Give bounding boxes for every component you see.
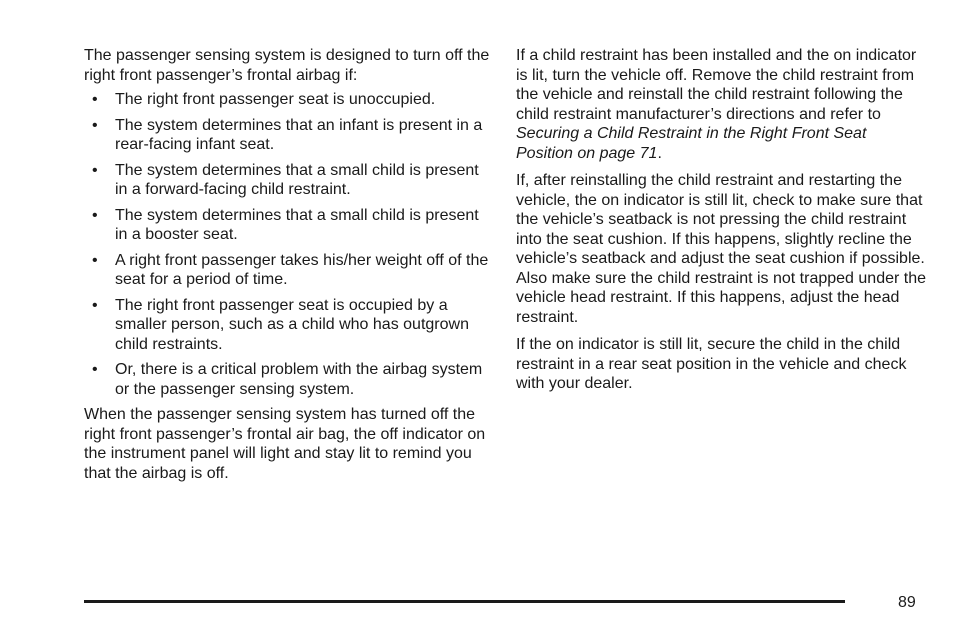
right-column [516, 46, 926, 402]
restraint-paragraph-text: If a child restraint has been installed and the on indicator is lit, turn the vehicle off. Remove the child restraint from the vehicle and reinstall the child restraint following the child restraint manufacturer’s directions and refer to [516, 47, 917, 123]
bullet-icon: • [92, 206, 98, 224]
intro-paragraph: The passenger sensing system is designed to turn off the right front passenger’s frontal airbag if: [84, 47, 490, 84]
bullet-icon: • [92, 251, 98, 269]
list-item-text: The system determines that a small child is present in a booster seat. [115, 206, 479, 243]
list-item [84, 206, 494, 245]
list-item [84, 251, 494, 290]
reinstall-paragraph: If, after reinstalling the child restraint and restarting the vehicle, the on indicator is still lit, check to make sure that the vehicle’s seatback is not pressing the child restraint into the seat cushion. If this happens, slightly recline the vehicle’s seatback and adjust the seat cushion if possible. Also make sure the child restraint is not trapped under the vehicle head restraint. If this happens, adjust the head restraint. [516, 172, 926, 326]
bullet-icon: • [92, 296, 98, 314]
list-item-text: The system determines that an infant is present in a rear-facing infant seat. [115, 116, 483, 153]
list-item [84, 296, 494, 355]
list-item-text: Or, there is a critical problem with the airbag system or the passenger sensing system. [115, 361, 483, 398]
cross-reference-link[interactable]: Securing a Child Restraint in the Right Front Seat Position on page 71 [516, 125, 867, 162]
list-item-text: The system determines that a small child is present in a forward-facing child restraint. [115, 161, 479, 198]
bullet-icon: • [92, 116, 98, 134]
restraint-paragraph-end: . [657, 144, 662, 162]
left-column [84, 46, 494, 483]
list-item-text: The right front passenger seat is unoccupied. [115, 91, 436, 108]
bullet-icon: • [92, 161, 98, 179]
list-item [84, 90, 494, 110]
page-number: 89 [898, 594, 916, 611]
bullet-icon: • [92, 361, 98, 378]
footer-divider [84, 600, 845, 603]
bullet-list [84, 90, 494, 399]
bullet-icon: • [92, 91, 98, 108]
closing-paragraph: When the passenger sensing system has turned off the right front passenger’s frontal air bag, the off indicator on the instrument panel will light and stay lit to remind you that the airbag is off. [84, 406, 486, 482]
list-item-text: A right front passenger takes his/her weight off of the seat for a period of time. [115, 251, 489, 288]
list-item [84, 116, 494, 155]
list-item-text: The right front passenger seat is occupied by a smaller person, such as a child who has outgrown child restraints. [115, 296, 469, 353]
list-item [84, 360, 494, 399]
indicator-lit-paragraph: If the on indicator is still lit, secure the child in the child restraint in a rear seat position in the vehicle and check with your dealer. [516, 336, 907, 392]
list-item [84, 161, 494, 200]
restraint-paragraph [516, 46, 926, 163]
